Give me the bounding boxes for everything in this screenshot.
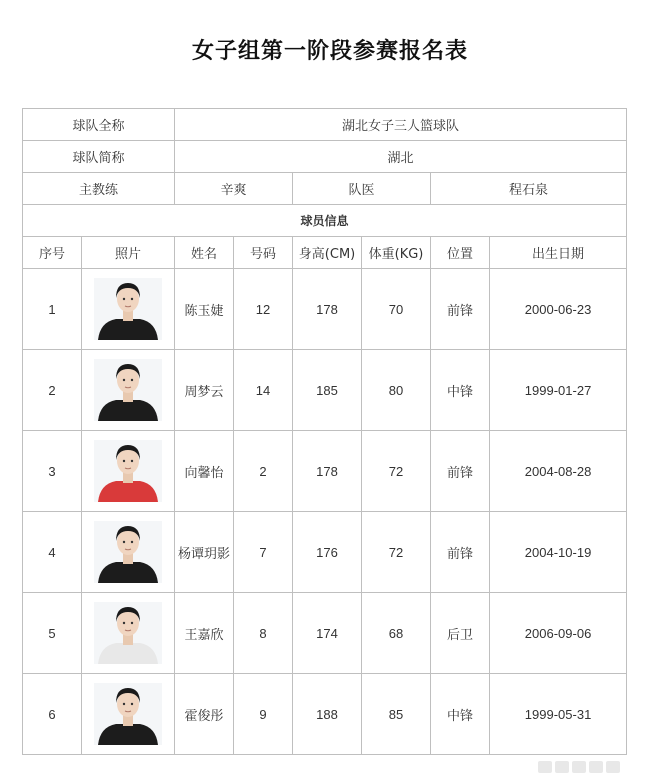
- column-header: 序号: [23, 237, 82, 269]
- row-number: 4: [23, 512, 82, 593]
- player-photo-icon: [94, 359, 162, 421]
- height: 188: [293, 674, 362, 755]
- player-photo-icon: [94, 602, 162, 664]
- birth-date: 2004-10-19: [490, 512, 627, 593]
- staff-row: [23, 173, 627, 205]
- position: 前锋: [431, 512, 490, 593]
- column-header: 姓名: [175, 237, 234, 269]
- weight: 72: [362, 431, 431, 512]
- weight: 70: [362, 269, 431, 350]
- table-row: [23, 350, 627, 431]
- birth-date: 2004-08-28: [490, 431, 627, 512]
- registration-table: [22, 108, 627, 755]
- photo-cell: [82, 593, 175, 674]
- player-name: 王嘉欣: [175, 593, 234, 674]
- table-row: [23, 674, 627, 755]
- row-number: 2: [23, 350, 82, 431]
- weight: 72: [362, 512, 431, 593]
- watermark-icon: [538, 758, 636, 772]
- weight: 80: [362, 350, 431, 431]
- column-header: 身高(CM): [293, 237, 362, 269]
- photo-cell: [82, 350, 175, 431]
- height: 178: [293, 269, 362, 350]
- birth-date: 1999-01-27: [490, 350, 627, 431]
- team-fullname-value: 湖北女子三人篮球队: [175, 109, 627, 141]
- column-header-row: [23, 237, 627, 269]
- team-fullname-label: 球队全称: [23, 109, 175, 141]
- photo-cell: [82, 431, 175, 512]
- player-name: 杨谭玥影: [175, 512, 234, 593]
- team-shortname-value: 湖北: [175, 141, 627, 173]
- birth-date: 2000-06-23: [490, 269, 627, 350]
- row-number: 3: [23, 431, 82, 512]
- player-photo-icon: [94, 521, 162, 583]
- player-photo-icon: [94, 278, 162, 340]
- jersey-number: 7: [234, 512, 293, 593]
- player-name: 霍俊彤: [175, 674, 234, 755]
- column-header: 体重(KG): [362, 237, 431, 269]
- player-photo-icon: [94, 683, 162, 745]
- height: 174: [293, 593, 362, 674]
- team-shortname-label: 球队简称: [23, 141, 175, 173]
- column-header: 出生日期: [490, 237, 627, 269]
- player-photo-icon: [94, 440, 162, 502]
- row-number: 6: [23, 674, 82, 755]
- jersey-number: 14: [234, 350, 293, 431]
- table-row: [23, 593, 627, 674]
- section-row: [23, 205, 627, 237]
- player-rows: [23, 269, 627, 755]
- column-header: 位置: [431, 237, 490, 269]
- coach-label: 主教练: [23, 173, 175, 205]
- column-header: 照片: [82, 237, 175, 269]
- weight: 68: [362, 593, 431, 674]
- height: 185: [293, 350, 362, 431]
- player-name: 陈玉婕: [175, 269, 234, 350]
- section-title: 球员信息: [23, 205, 627, 237]
- row-number: 1: [23, 269, 82, 350]
- position: 前锋: [431, 269, 490, 350]
- row-number: 5: [23, 593, 82, 674]
- table-row: [23, 269, 627, 350]
- coach-value: 辛爽: [175, 173, 293, 205]
- photo-cell: [82, 512, 175, 593]
- doctor-value: 程石泉: [431, 173, 627, 205]
- position: 中锋: [431, 350, 490, 431]
- team-fullname-row: [23, 109, 627, 141]
- page-title: 女子组第一阶段参赛报名表: [191, 39, 468, 64]
- column-header: 号码: [234, 237, 293, 269]
- photo-cell: [82, 269, 175, 350]
- weight: 85: [362, 674, 431, 755]
- doctor-label: 队医: [293, 173, 431, 205]
- player-name: 周梦云: [175, 350, 234, 431]
- height: 178: [293, 431, 362, 512]
- jersey-number: 12: [234, 269, 293, 350]
- birth-date: 1999-05-31: [490, 674, 627, 755]
- position: 中锋: [431, 674, 490, 755]
- player-name: 向馨怡: [175, 431, 234, 512]
- table-row: [23, 431, 627, 512]
- height: 176: [293, 512, 362, 593]
- table-row: [23, 512, 627, 593]
- photo-cell: [82, 674, 175, 755]
- position: 后卫: [431, 593, 490, 674]
- team-shortname-row: [23, 141, 627, 173]
- birth-date: 2006-09-06: [490, 593, 627, 674]
- jersey-number: 8: [234, 593, 293, 674]
- jersey-number: 2: [234, 431, 293, 512]
- position: 前锋: [431, 431, 490, 512]
- jersey-number: 9: [234, 674, 293, 755]
